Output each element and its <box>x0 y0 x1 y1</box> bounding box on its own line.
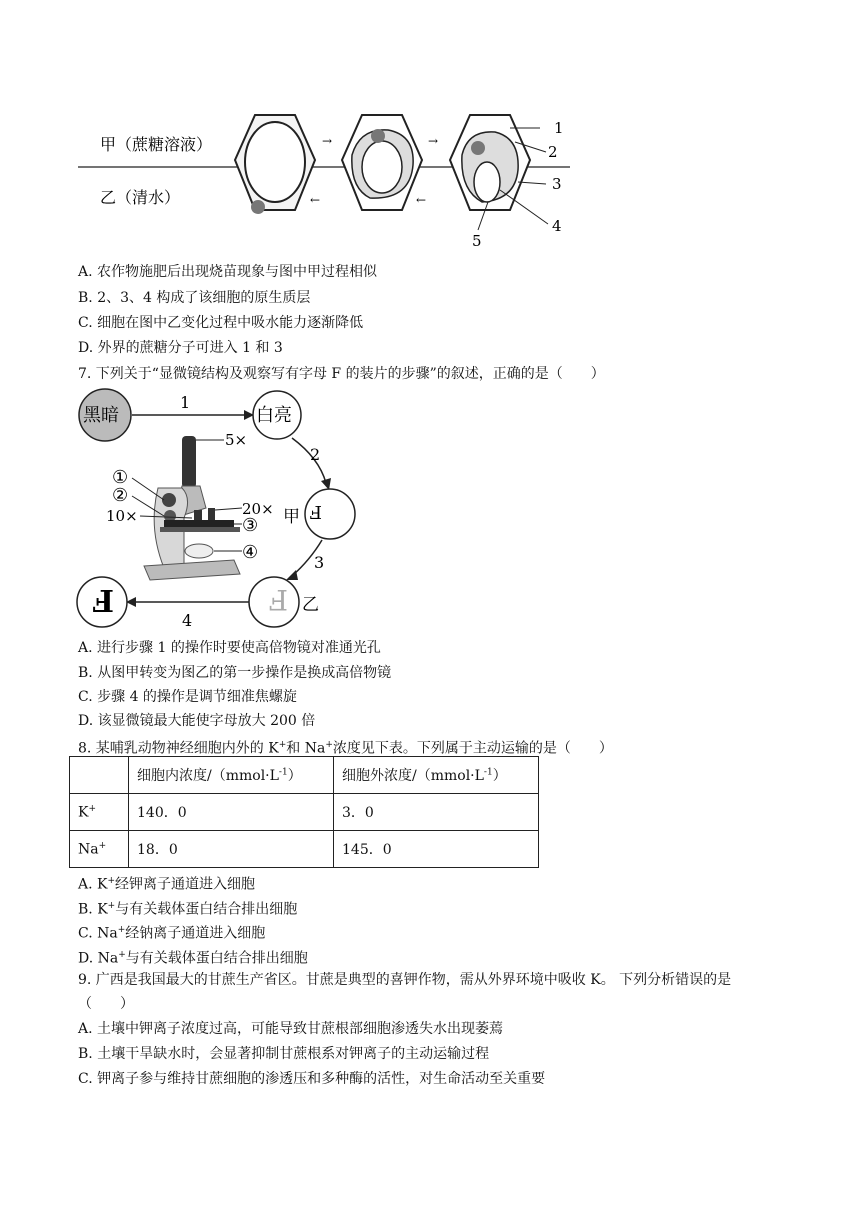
q8-stem: 8. 某哺乳动物神经细胞内外的 K+和 Na+浓度见下表。下列属于主动运输的是（ ） <box>78 740 613 757</box>
microscope <box>144 436 240 580</box>
label-dark: 黑暗 <box>83 405 119 426</box>
table-header-row <box>70 757 539 794</box>
q7-stem: 7. 下列关于“显微镜结构及观察写有字母 F 的装片的步骤”的叙述，正确的是（ ） <box>78 366 605 382</box>
label-step3: 3 <box>314 553 325 572</box>
header-outside: 细胞外浓度$/(mmol\cdot L^{-1})$ <box>334 757 539 794</box>
label-sucrose: 甲（蔗糖溶液） <box>100 135 213 154</box>
q7-option-a: A. 进行步骤 1 的操作时要使高倍物镜对准通光孔 <box>78 640 381 656</box>
plant-cell-figure <box>70 100 590 255</box>
label-yi: 乙 <box>302 595 319 615</box>
na-inside: 18．0 <box>129 831 334 868</box>
q9-option-a: A. 土壤中钾离子浓度过高，可能导致甘蔗根部细胞渗透失水出现萎蔫 <box>78 1021 504 1037</box>
letter-f-final: F <box>92 582 114 617</box>
na-outside: 145．0 <box>334 831 539 868</box>
concentration-table <box>69 756 539 868</box>
cell-1 <box>235 115 315 214</box>
q9-stem-bracket: （ ） <box>78 996 134 1012</box>
label-c4: ④ <box>242 542 259 563</box>
letter-f-jia: F <box>309 501 322 522</box>
label-high-obj: 20× <box>242 500 274 518</box>
label-step2: 2 <box>310 445 321 464</box>
label-5: 5 <box>472 232 482 250</box>
q9-option-b: B. 土壤干旱缺水时，会显著抑制甘蔗根系对钾离子的主动运输过程 <box>78 1046 490 1062</box>
q9-option-c: C. 钾离子参与维持甘蔗细胞的渗透压和多种酶的活性，对生命活动至关重要 <box>78 1071 546 1087</box>
label-c1: ① <box>112 467 129 488</box>
label-bright: 白亮 <box>256 405 292 426</box>
k-outside: 3．0 <box>334 794 539 831</box>
table-corner <box>70 757 129 794</box>
label-step1: 1 <box>180 393 191 412</box>
microscope-figure <box>74 388 374 638</box>
label-c3: ③ <box>242 515 259 536</box>
q6-option-b: B. 2、3、4 构成了该细胞的原生质层 <box>78 290 311 306</box>
svg-text:←: ← <box>416 193 427 207</box>
table-row <box>70 831 539 868</box>
svg-text:←: ← <box>310 193 321 207</box>
cell-2 <box>342 115 422 210</box>
ion-na: Na+ <box>70 831 129 868</box>
label-low-obj: 10× <box>106 507 138 525</box>
q7-option-c: C. 步骤 4 的操作是调节细准焦螺旋 <box>78 689 297 705</box>
q8-option-a: A. K+经钾离子通道进入细胞 <box>78 876 256 893</box>
table-row <box>70 794 539 831</box>
label-c2: ② <box>112 485 129 506</box>
q8-option-c: C. Na+经钠离子通道进入细胞 <box>78 925 266 942</box>
label-4: 4 <box>552 217 562 235</box>
ion-k: K+ <box>70 794 129 831</box>
label-eyepiece: 5× <box>225 431 248 449</box>
q6-option-c: C. 细胞在图中乙变化过程中吸水能力逐渐降低 <box>78 315 364 331</box>
label-3: 3 <box>552 175 562 193</box>
cell-3 <box>450 115 530 210</box>
letter-f-yi: F <box>268 583 288 616</box>
q8-option-d: D. Na+与有关载体蛋白结合排出细胞 <box>78 950 308 967</box>
svg-text:→: → <box>322 134 333 148</box>
q8-option-b: B. K+与有关载体蛋白结合排出细胞 <box>78 901 298 918</box>
q6-option-d: D. 外界的蔗糖分子可进入 1 和 3 <box>78 340 283 356</box>
label-1: 1 <box>554 119 564 137</box>
q9-stem: 9. 广西是我国最大的甘蔗生产省区。甘蔗是典型的喜钾作物，需从外界环境中吸收 K。 下列分析错误的是 <box>78 972 732 988</box>
q7-option-d: D. 该显微镜最大能使字母放大 200 倍 <box>78 713 316 729</box>
label-water: 乙（清水） <box>100 188 181 207</box>
label-jia: 甲 <box>283 507 300 527</box>
q7-option-b: B. 从图甲转变为图乙的第一步操作是换成高倍物镜 <box>78 665 392 681</box>
svg-text:→: → <box>428 134 439 148</box>
label-step4: 4 <box>182 611 193 630</box>
q6-option-a: A. 农作物施肥后出现烧苗现象与图中甲过程相似 <box>78 264 378 280</box>
label-2: 2 <box>548 143 558 161</box>
header-inside: 细胞内浓度$/(mmol\cdot L^{-1})$ <box>129 757 334 794</box>
k-inside: 140．0 <box>129 794 334 831</box>
